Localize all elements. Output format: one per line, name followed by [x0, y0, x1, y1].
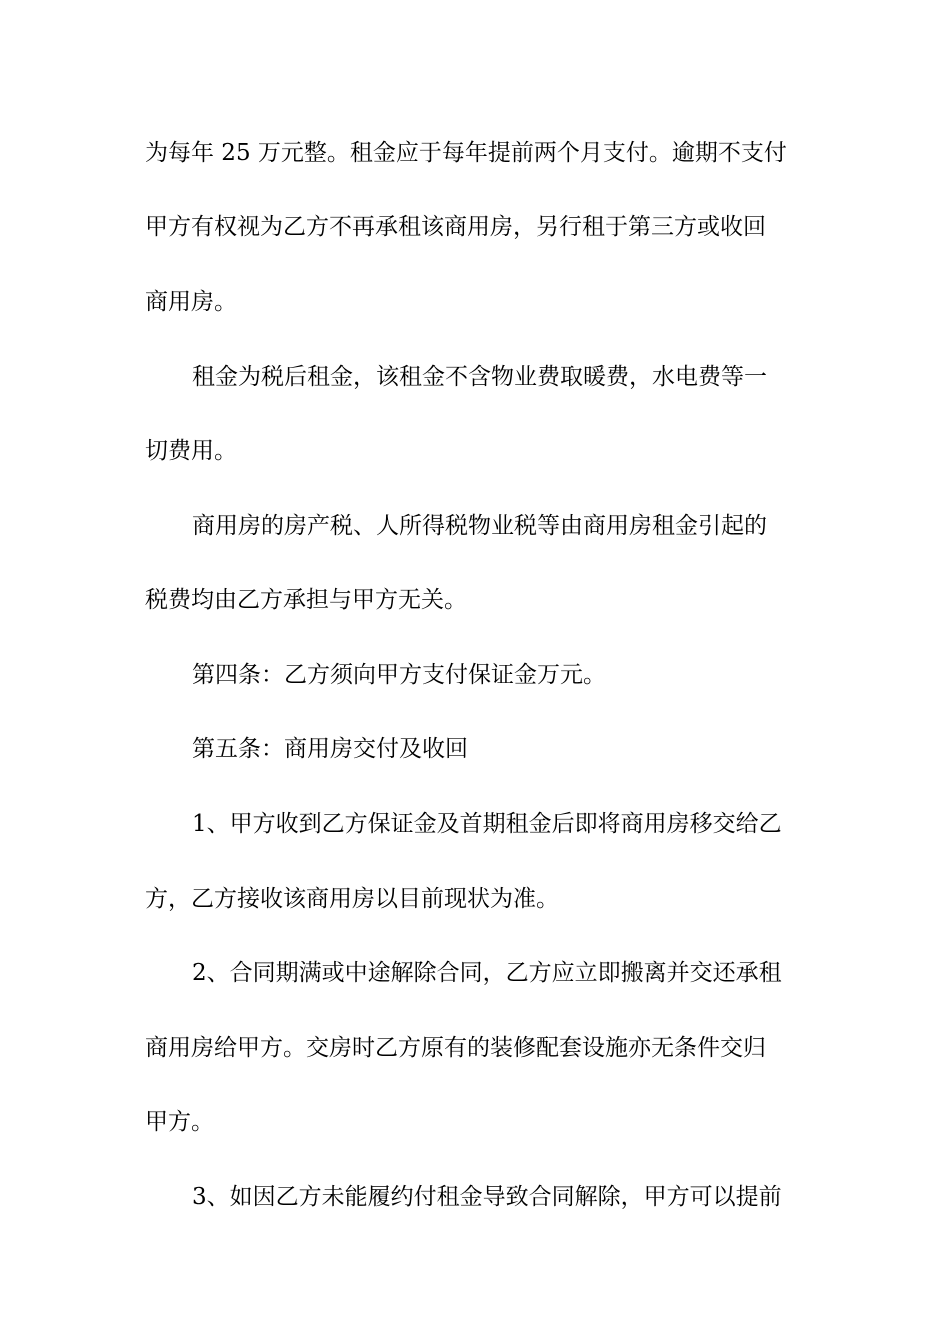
text-line: 3、如因乙方未能履约付租金导致合同解除，甲方可以提前 [192, 1184, 782, 1210]
text-line: 商用房。 [145, 289, 237, 315]
text-line: 商用房的房产税、人所得税物业税等由商用房租金引起的 [192, 513, 767, 539]
text-line: 2、合同期满或中途解除合同，乙方应立即搬离并交还承租 [192, 960, 782, 986]
clause-heading: 第五条：商用房交付及收回 [192, 736, 468, 762]
clause-heading: 第四条：乙方须向甲方支付保证金万元。 [192, 662, 606, 688]
text-line: 方，乙方接收该商用房以目前现状为准。 [145, 886, 559, 912]
text-line: 租金为税后租金，该租金不含物业费取暖费，水电费等一 [192, 364, 767, 390]
text-line: 商用房给甲方。交房时乙方原有的装修配套设施亦无条件交归 [145, 1035, 766, 1061]
text-line: 1、甲方收到乙方保证金及首期租金后即将商用房移交给乙 [192, 811, 782, 837]
text-line: 为每年 25 万元整。租金应于每年提前两个月支付。逾期不支付 [145, 140, 787, 166]
text-line: 税费均由乙方承担与甲方无关。 [145, 587, 467, 613]
text-line: 甲方有权视为乙方不再承租该商用房，另行租于第三方或收回 [145, 214, 766, 240]
text-line: 甲方。 [145, 1109, 214, 1135]
text-line: 切费用。 [145, 438, 237, 464]
